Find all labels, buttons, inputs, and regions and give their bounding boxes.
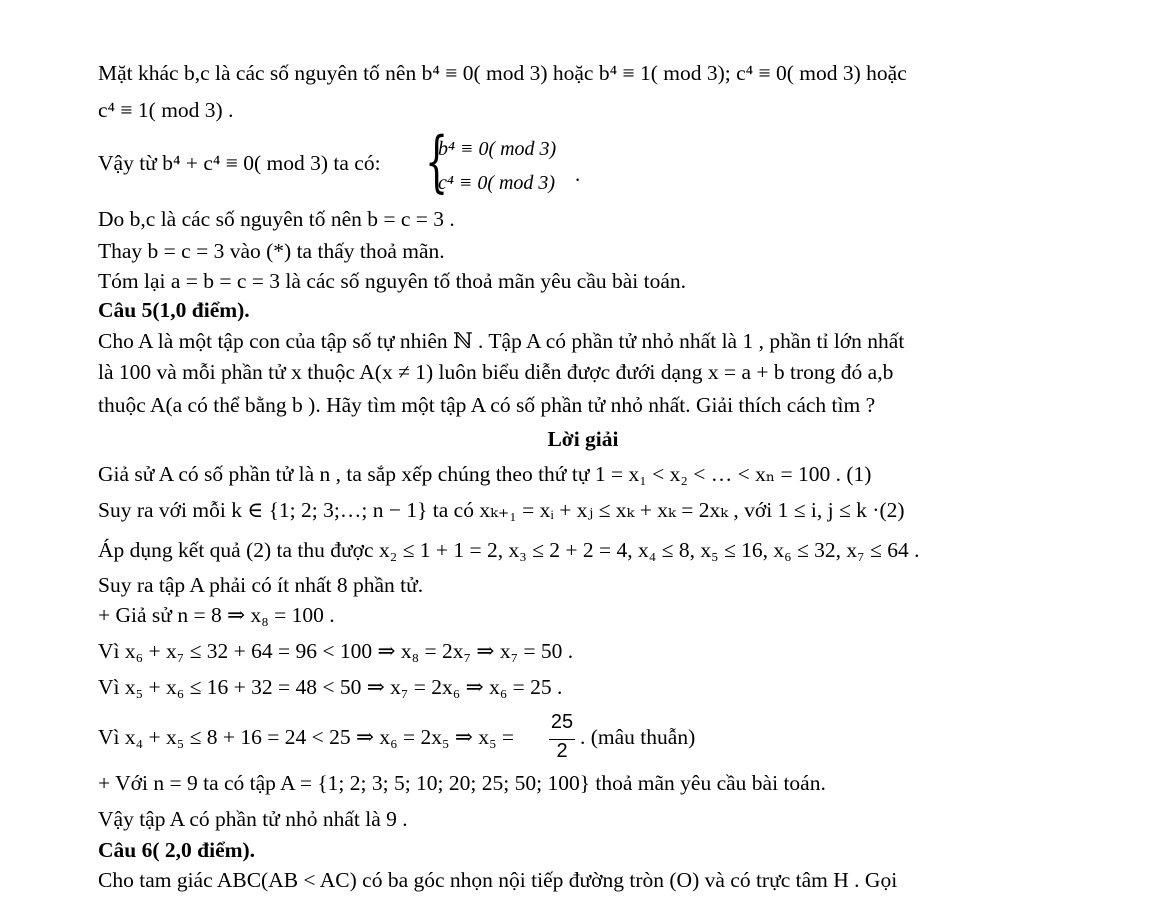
system-row: c⁴ ≡ 0( mod 3): [438, 172, 556, 194]
text-line: Vậy tập A có phần tử nhỏ nhất là 9 .: [98, 807, 408, 831]
text-line: Áp dụng kết quả (2) ta thu được x₂ ≤ 1 + 1 = 2, x₃ ≤ 2 + 2 = 4, x₄ ≤ 8, x₅ ≤ 16, x₆ ≤ 32, x₇ ≤ 64 .: [98, 538, 920, 562]
equation-system: [425, 123, 595, 200]
text-line: Suy ra tập A phải có ít nhất 8 phần tử.: [98, 573, 424, 597]
period: .: [575, 162, 581, 186]
fraction-numerator: 25: [550, 711, 574, 733]
text-line: thuộc A(a có thể bằng b ). Hãy tìm một tập A có số phần tử nhỏ nhất. Giải thích cách tìm ?: [98, 393, 876, 417]
section-heading: Câu 5(1,0 điểm).: [98, 298, 250, 322]
text-line: Vì x₅ + x₆ ≤ 16 + 32 = 48 < 50 ⇒ x₇ = 2x₆ ⇒ x₆ = 25 .: [98, 675, 563, 699]
text-line: . (mâu thuẫn): [580, 725, 696, 749]
text-line: Mặt khác b,c là các số nguyên tố nên b⁴ ≡ 0( mod 3) hoặc b⁴ ≡ 1( mod 3); c⁴ ≡ 0( mod 3) hoặc: [98, 61, 907, 85]
text-line: Giả sử A có số phần tử là n , ta sắp xếp chúng theo thứ tự 1 = x₁ < x₂ < … < xₙ = 100 . (1): [98, 462, 872, 486]
text-line: + Giả sử n = 8 ⇒ x₈ = 100 .: [98, 603, 335, 627]
text-line: Thay b = c = 3 vào (*) ta thấy thoả mãn.: [98, 239, 445, 263]
text-line: c⁴ ≡ 1( mod 3) .: [98, 98, 234, 122]
text-line: Vì x₄ + x₅ ≤ 8 + 16 = 24 < 25 ⇒ x₆ = 2x₅ ⇒ x₅ =: [98, 725, 515, 749]
text-line: Vậy từ b⁴ + c⁴ ≡ 0( mod 3) ta có:: [98, 151, 381, 175]
section-heading: Câu 6( 2,0 điểm).: [98, 838, 256, 862]
text-line: Cho tam giác ABC(AB < AC) có ba góc nhọn nội tiếp đường tròn (O) và có trực tâm H . Gọi: [98, 868, 898, 892]
brace-icon: {: [425, 123, 449, 200]
text-line: + Với n = 9 ta có tập A = {1; 2; 3; 5; 10; 20; 25; 50; 100} thoả mãn yêu cầu bài toán.: [98, 771, 826, 795]
text-line: Vì x₆ + x₇ ≤ 32 + 64 = 96 < 100 ⇒ x₈ = 2x₇ ⇒ x₇ = 50 .: [98, 639, 574, 663]
solution-heading: Lời giải: [547, 427, 619, 451]
fraction-denominator: 2: [556, 740, 568, 762]
text-line: Tóm lại a = b = c = 3 là các số nguyên tố thoả mãn yêu cầu bài toán.: [98, 269, 687, 293]
text-line: Suy ra với mỗi k ∈ {1; 2; 3;…; n − 1} ta có xₖ₊₁ = xᵢ + xⱼ ≤ xₖ + xₖ = 2xₖ , với 1 ≤ i, j ≤ k ·(2): [98, 498, 905, 522]
fraction: [545, 711, 579, 767]
text-line: Do b,c là các số nguyên tố nên b = c = 3 .: [98, 207, 455, 231]
text-line: Cho A là một tập con của tập số tự nhiên ℕ . Tập A có phần tử nhỏ nhất là 1 , phần tỉ lớn nhất: [98, 329, 905, 353]
system-row: b⁴ ≡ 0( mod 3): [438, 138, 557, 160]
text-line: là 100 và mỗi phần tử x thuộc A(x ≠ 1) luôn biểu diễn được đưới dạng x = a + b trong đó a,b: [98, 360, 894, 384]
